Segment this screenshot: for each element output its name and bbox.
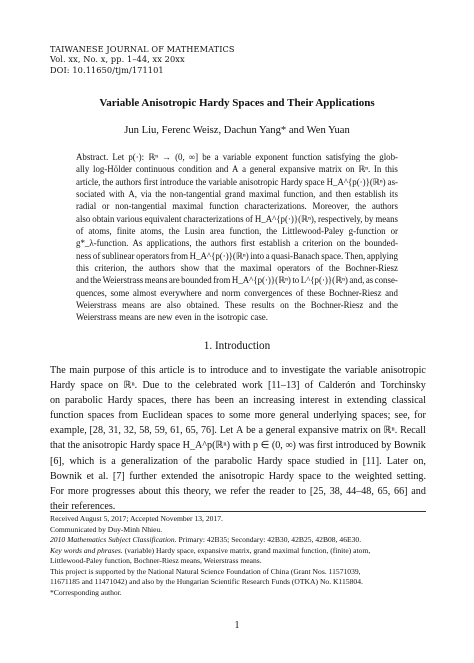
abstract-line: of atoms, finite atoms, the Lusin area function, the Littlewood-Paley g-function or	[76, 226, 398, 237]
journal-volume: Vol. xx, No. x, pp. 1–44, xx 20xx	[50, 54, 185, 65]
msc-label: 2010 Mathematics Subject Classification.	[50, 535, 177, 544]
abstract-line: Weierstrass means are also obtained. These results on the Bochner-Riesz and the	[76, 300, 398, 311]
abstract-line: quences, some almost everywhere and norm convergences of these Bochner-Riesz and	[76, 287, 398, 298]
msc-text: Primary: 42B35; Secondary: 42B30, 42B25, 42B08, 46E30.	[176, 535, 362, 544]
introduction-text	[50, 363, 426, 514]
support-note-line2: 11671185 and 11471042) and also by the Hungarian Scientific Research Funds (OTKA) No. K115804.	[50, 577, 363, 586]
abstract-line: Weierstrass means are new even in the isotropic case.	[76, 312, 268, 323]
abstract-line: this criterion, the authors show that the maximal operators of the Bochner-Riesz	[76, 263, 398, 274]
footnotes	[50, 514, 426, 598]
intro-line: For more progresses about this theory, we refer the reader to [25, 38, 44–48, 65, 66] and	[50, 485, 426, 497]
journal-header	[50, 44, 430, 75]
section-heading: 1. Introduction	[203, 340, 271, 352]
received-note: Received August 5, 2017; Accepted November 13, 2017.	[50, 514, 223, 523]
paper-title: Variable Anisotropic Hardy Spaces and Their Applications	[99, 97, 375, 109]
intro-line: on parabolic Hardy spaces, there has been an increasing interest in extending classical	[50, 395, 426, 407]
keywords-label: Key words and phrases.	[50, 545, 123, 555]
keywords-continued: Littlewood-Paley function, Bochner-Riesz means, Weierstrass means.	[50, 556, 262, 565]
abstract	[76, 151, 398, 324]
journal-doi: DOI: 10.11650/tjm/171101	[50, 64, 164, 75]
abstract-line: and the Weierstrass means are bounded from H_A^{p(·)}(ℝⁿ) to L^{p(·)}(ℝⁿ) and, as conse-	[76, 275, 398, 286]
abstract-line: Abstract. Let p(·): ℝⁿ → (0, ∞] be a variable exponent function satisfying the glob-	[76, 152, 398, 162]
footnote-rule	[50, 511, 426, 512]
abstract-line: ness of sublinear operators from H_A^{p(·)}(ℝⁿ) into a quasi-Banach space. Then, applying	[76, 250, 398, 261]
page-number: 1	[234, 620, 240, 631]
intro-line: [6], which is a generalization of the parabolic Hardy space studied in [11]. Later on,	[50, 455, 426, 467]
msc-note	[50, 535, 426, 546]
intro-line: Bownik et al. [7] further extended the anisotropic Hardy space to the weighted setting.	[50, 470, 426, 482]
intro-line: Hardy space on ℝⁿ. Due to the celebrated work [11–13] of Calderón and Torchinsky	[50, 380, 426, 392]
keywords-text: (variable) Hardy space, expansive matrix, grand maximal function, (finite) atom,	[122, 545, 371, 555]
intro-line: their references.	[50, 500, 116, 512]
intro-line: that the anisotropic Hardy space H_A^p(ℝⁿ) with p ∈ (0, ∞) was first introduced by Bownik	[50, 440, 426, 452]
intro-line: example, [28, 31, 32, 58, 59, 61, 65, 76]. Let A be a general expansive matrix on ℝⁿ. Recall	[50, 425, 426, 437]
abstract-line: article, the authors first introduce the variable anisotropic Hardy space H_A^{p(·)}(ℝⁿ) as-	[76, 176, 398, 187]
abstract-line: also obtain various equivalent characterizations of H_A^{p(·)}(ℝⁿ), respectively, by means	[76, 213, 398, 224]
support-note-line1: This project is supported by the National Natural Science Foundation of China (Grant Nos. 11571039,	[50, 566, 361, 576]
abstract-line: sociated with A, via the non-tangential grand maximal function, and then establish its	[76, 189, 398, 200]
corresponding-author-note: *Corresponding author.	[50, 587, 122, 597]
abstract-line: ally log-Hölder continuous condition and A a general expansive matrix on ℝⁿ. In this	[76, 164, 398, 175]
paper-authors: Jun Liu, Ferenc Weisz, Dachun Yang* and Wen Yuan	[124, 125, 350, 136]
journal-name: TAIWANESE JOURNAL OF MATHEMATICS	[50, 44, 235, 54]
abstract-line: radial or non-tangential maximal function characterizations. Moreover, the authors	[76, 201, 398, 212]
keywords-note	[50, 546, 426, 557]
intro-line: function spaces from Euclidean spaces to some more general underlying spaces; see, for	[50, 410, 426, 422]
intro-line: The main purpose of this article is to introduce and to investigate the variable anisotropic	[50, 365, 426, 376]
abstract-line: g*_λ-function. As applications, the authors first establish a criterion on the bounded-	[76, 238, 398, 249]
communicated-note: Communicated by Duy-Minh Nhieu.	[50, 524, 163, 534]
